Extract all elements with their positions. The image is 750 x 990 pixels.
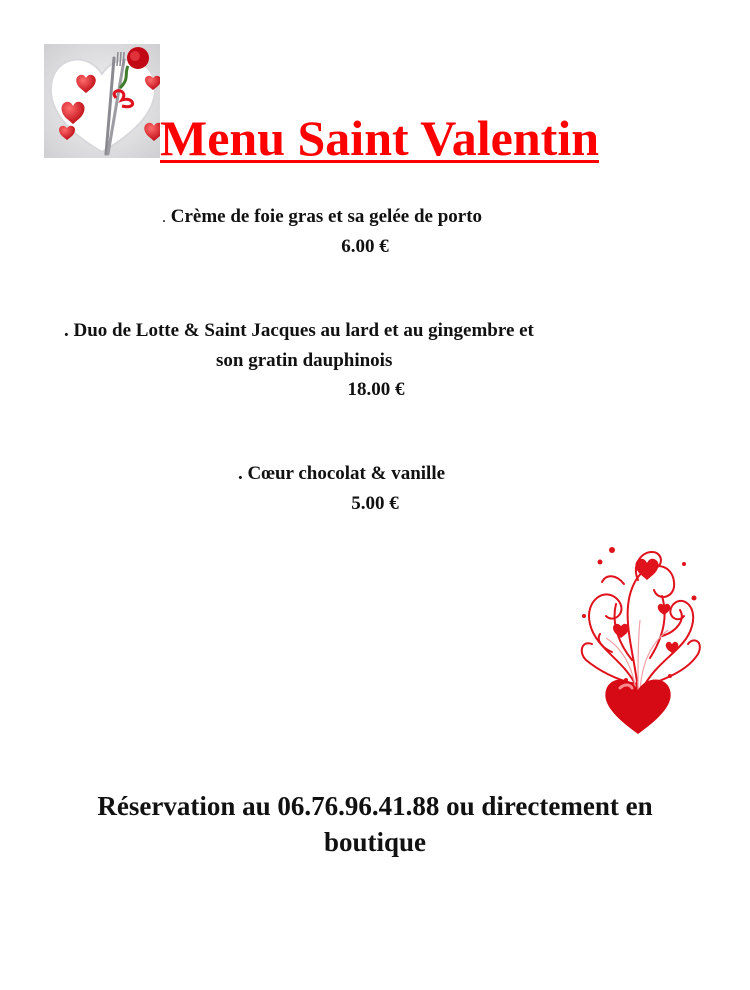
course-2-line-2 (216, 348, 392, 374)
course-2-name-part-2: son gratin dauphinois (216, 350, 393, 371)
reservation-line-1: Réservation au 06.76.96.41.88 ou directement en (97, 791, 653, 821)
course-2-line-1 (64, 318, 534, 344)
course-1-name: Crème de foie gras et sa gelée de porto (170, 206, 483, 227)
reservation-note (40, 788, 710, 860)
course-3-name: Cœur chocolat & vanille (247, 463, 446, 484)
course-3-price: 5.00 € (351, 493, 399, 514)
course-2-bullet: . (64, 320, 69, 341)
menu-title: Menu Saint Valentin (160, 110, 600, 166)
course-1-line (162, 204, 482, 231)
course-2-name-part-1: Duo de Lotte & Saint Jacques au lard et au gingembre et (73, 320, 534, 341)
course-3-line (238, 461, 445, 487)
reservation-line-2: boutique (323, 827, 427, 857)
course-3-bullet: . (238, 463, 243, 484)
valentine-table-setting-image (44, 44, 160, 158)
plate-hearts-fork-icon (44, 44, 160, 158)
course-1-price: 6.00 € (341, 236, 389, 257)
course-2-price: 18.00 € (347, 379, 405, 400)
hearts-swirl-icon (576, 540, 706, 736)
course-1-bullet: . (162, 209, 166, 226)
